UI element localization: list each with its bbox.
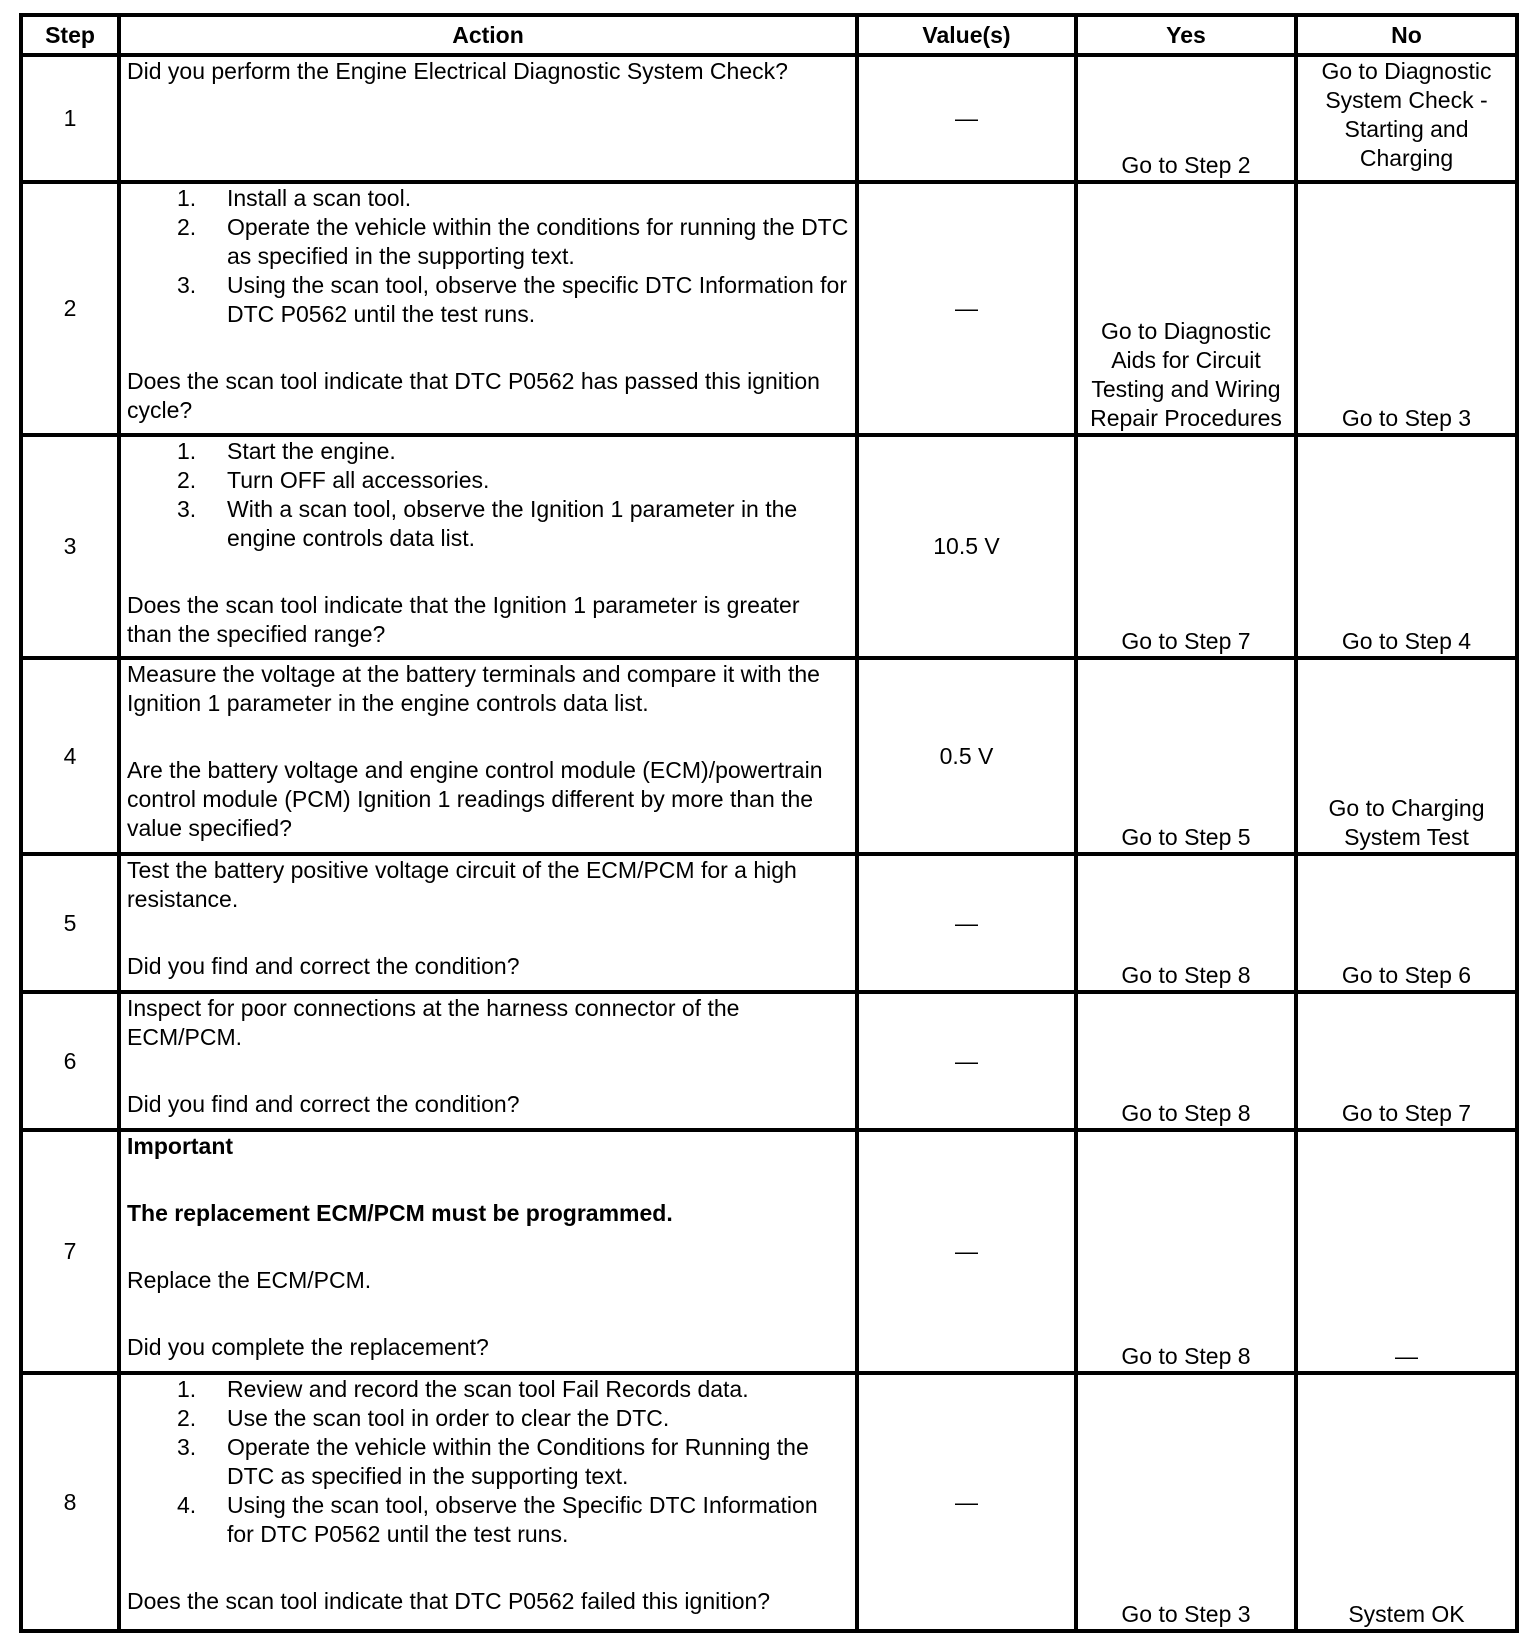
step-number: 8 — [21, 1373, 119, 1631]
table-row — [21, 1373, 1517, 1631]
list-item: 1. Review and record the scan tool Fail Records data. — [177, 1376, 749, 1402]
important-text: The replacement ECM/PCM must be programmed. — [127, 1200, 673, 1226]
no-link: System OK — [1296, 1373, 1517, 1631]
step-number: 3 — [21, 435, 119, 658]
value-cell: — — [857, 182, 1076, 435]
no-link: — — [1296, 1130, 1517, 1373]
action-cell — [119, 854, 857, 992]
action-cell — [119, 435, 857, 658]
instruction-text: Inspect for poor connections at the harness connector of the ECM/PCM. — [127, 995, 740, 1050]
action-cell — [119, 992, 857, 1130]
no-link[interactable]: Go to Step 4 — [1296, 435, 1517, 658]
value-cell: — — [857, 992, 1076, 1130]
value-cell: — — [857, 854, 1076, 992]
yes-link[interactable]: Go to Step 7 — [1076, 435, 1296, 658]
no-link[interactable]: Go to Step 6 — [1296, 854, 1517, 992]
table-row — [21, 55, 1517, 182]
list-item: 1. Install a scan tool. — [177, 185, 412, 211]
yes-link[interactable]: Go to Step 5 — [1076, 658, 1296, 854]
list-item: 2. Turn OFF all accessories. — [177, 467, 490, 493]
question-text: Are the battery voltage and engine control module (ECM)/powertrain control module (PCM) Ignition 1 readings different by more than the value specified? — [127, 757, 823, 841]
header-no: No — [1296, 15, 1517, 55]
table-row — [21, 658, 1517, 854]
instruction-text: Replace the ECM/PCM. — [127, 1267, 372, 1293]
procedure-list — [127, 184, 849, 329]
step-number: 5 — [21, 854, 119, 992]
table-row — [21, 435, 1517, 658]
yes-link[interactable]: Go to Step 8 — [1076, 854, 1296, 992]
step-number: 7 — [21, 1130, 119, 1373]
question-text: Did you complete the replacement? — [127, 1334, 489, 1360]
question-text: Does the scan tool indicate that DTC P0562 has passed this ignition cycle? — [127, 368, 820, 423]
list-item: 4. Using the scan tool, observe the Specific DTC Information for DTC P0562 until the test runs. — [177, 1492, 818, 1547]
step-number: 1 — [21, 55, 119, 182]
no-link[interactable]: Go to Diagnostic System Check - Starting and Charging — [1296, 55, 1517, 182]
yes-link[interactable]: Go to Step 8 — [1076, 992, 1296, 1130]
list-item: 1. Start the engine. — [177, 438, 396, 464]
no-link[interactable]: Go to Step 3 — [1296, 182, 1517, 435]
table-row — [21, 182, 1517, 435]
list-item: 3. Operate the vehicle within the Conditions for Running the DTC as specified in the supporting text. — [177, 1434, 809, 1489]
table-row — [21, 1130, 1517, 1373]
question-text: Did you find and correct the condition? — [127, 953, 520, 979]
action-cell — [119, 1373, 857, 1631]
header-action: Action — [119, 15, 857, 55]
value-cell: 10.5 V — [857, 435, 1076, 658]
procedure-list — [127, 1375, 849, 1549]
action-cell — [119, 1130, 857, 1373]
question-text: Does the scan tool indicate that the Ignition 1 parameter is greater than the specified range? — [127, 592, 800, 647]
header-yes: Yes — [1076, 15, 1296, 55]
action-cell — [119, 55, 857, 182]
question-text: Does the scan tool indicate that DTC P0562 failed this ignition? — [127, 1588, 771, 1614]
instruction-text: Test the battery positive voltage circuit of the ECM/PCM for a high resistance. — [127, 857, 797, 912]
table-row — [21, 992, 1517, 1130]
step-number: 4 — [21, 658, 119, 854]
instruction-text: Measure the voltage at the battery terminals and compare it with the Ignition 1 parameter in the engine controls data list. — [127, 661, 820, 716]
no-link[interactable]: Go to Charging System Test — [1296, 658, 1517, 854]
diagnostic-table — [19, 13, 1519, 1633]
step-number: 6 — [21, 992, 119, 1130]
list-item: 2. Operate the vehicle within the conditions for running the DTC as specified in the supporting text. — [177, 214, 849, 269]
value-cell: 0.5 V — [857, 658, 1076, 854]
yes-link[interactable]: Go to Step 2 — [1076, 55, 1296, 182]
action-cell — [119, 658, 857, 854]
yes-link[interactable]: Go to Diagnostic Aids for Circuit Testing and Wiring Repair Procedures — [1076, 182, 1296, 435]
yes-link[interactable]: Go to Step 3 — [1076, 1373, 1296, 1631]
step-number: 2 — [21, 182, 119, 435]
value-cell: — — [857, 1373, 1076, 1631]
list-item: 3. Using the scan tool, observe the specific DTC Information for DTC P0562 until the test runs. — [177, 272, 848, 327]
yes-link[interactable]: Go to Step 8 — [1076, 1130, 1296, 1373]
value-cell: — — [857, 1130, 1076, 1373]
header-values: Value(s) — [857, 15, 1076, 55]
question-text: Did you find and correct the condition? — [127, 1091, 520, 1117]
no-link[interactable]: Go to Step 7 — [1296, 992, 1517, 1130]
list-item: 3. With a scan tool, observe the Ignition 1 parameter in the engine controls data list. — [177, 496, 798, 551]
procedure-list — [127, 437, 849, 553]
list-item: 2. Use the scan tool in order to clear the DTC. — [177, 1405, 670, 1431]
header-step: Step — [21, 15, 119, 55]
table-header-row — [21, 15, 1517, 55]
question-text: Did you perform the Engine Electrical Diagnostic System Check? — [127, 58, 788, 84]
important-label: Important — [127, 1133, 234, 1159]
table-row — [21, 854, 1517, 992]
value-cell: — — [857, 55, 1076, 182]
action-cell — [119, 182, 857, 435]
